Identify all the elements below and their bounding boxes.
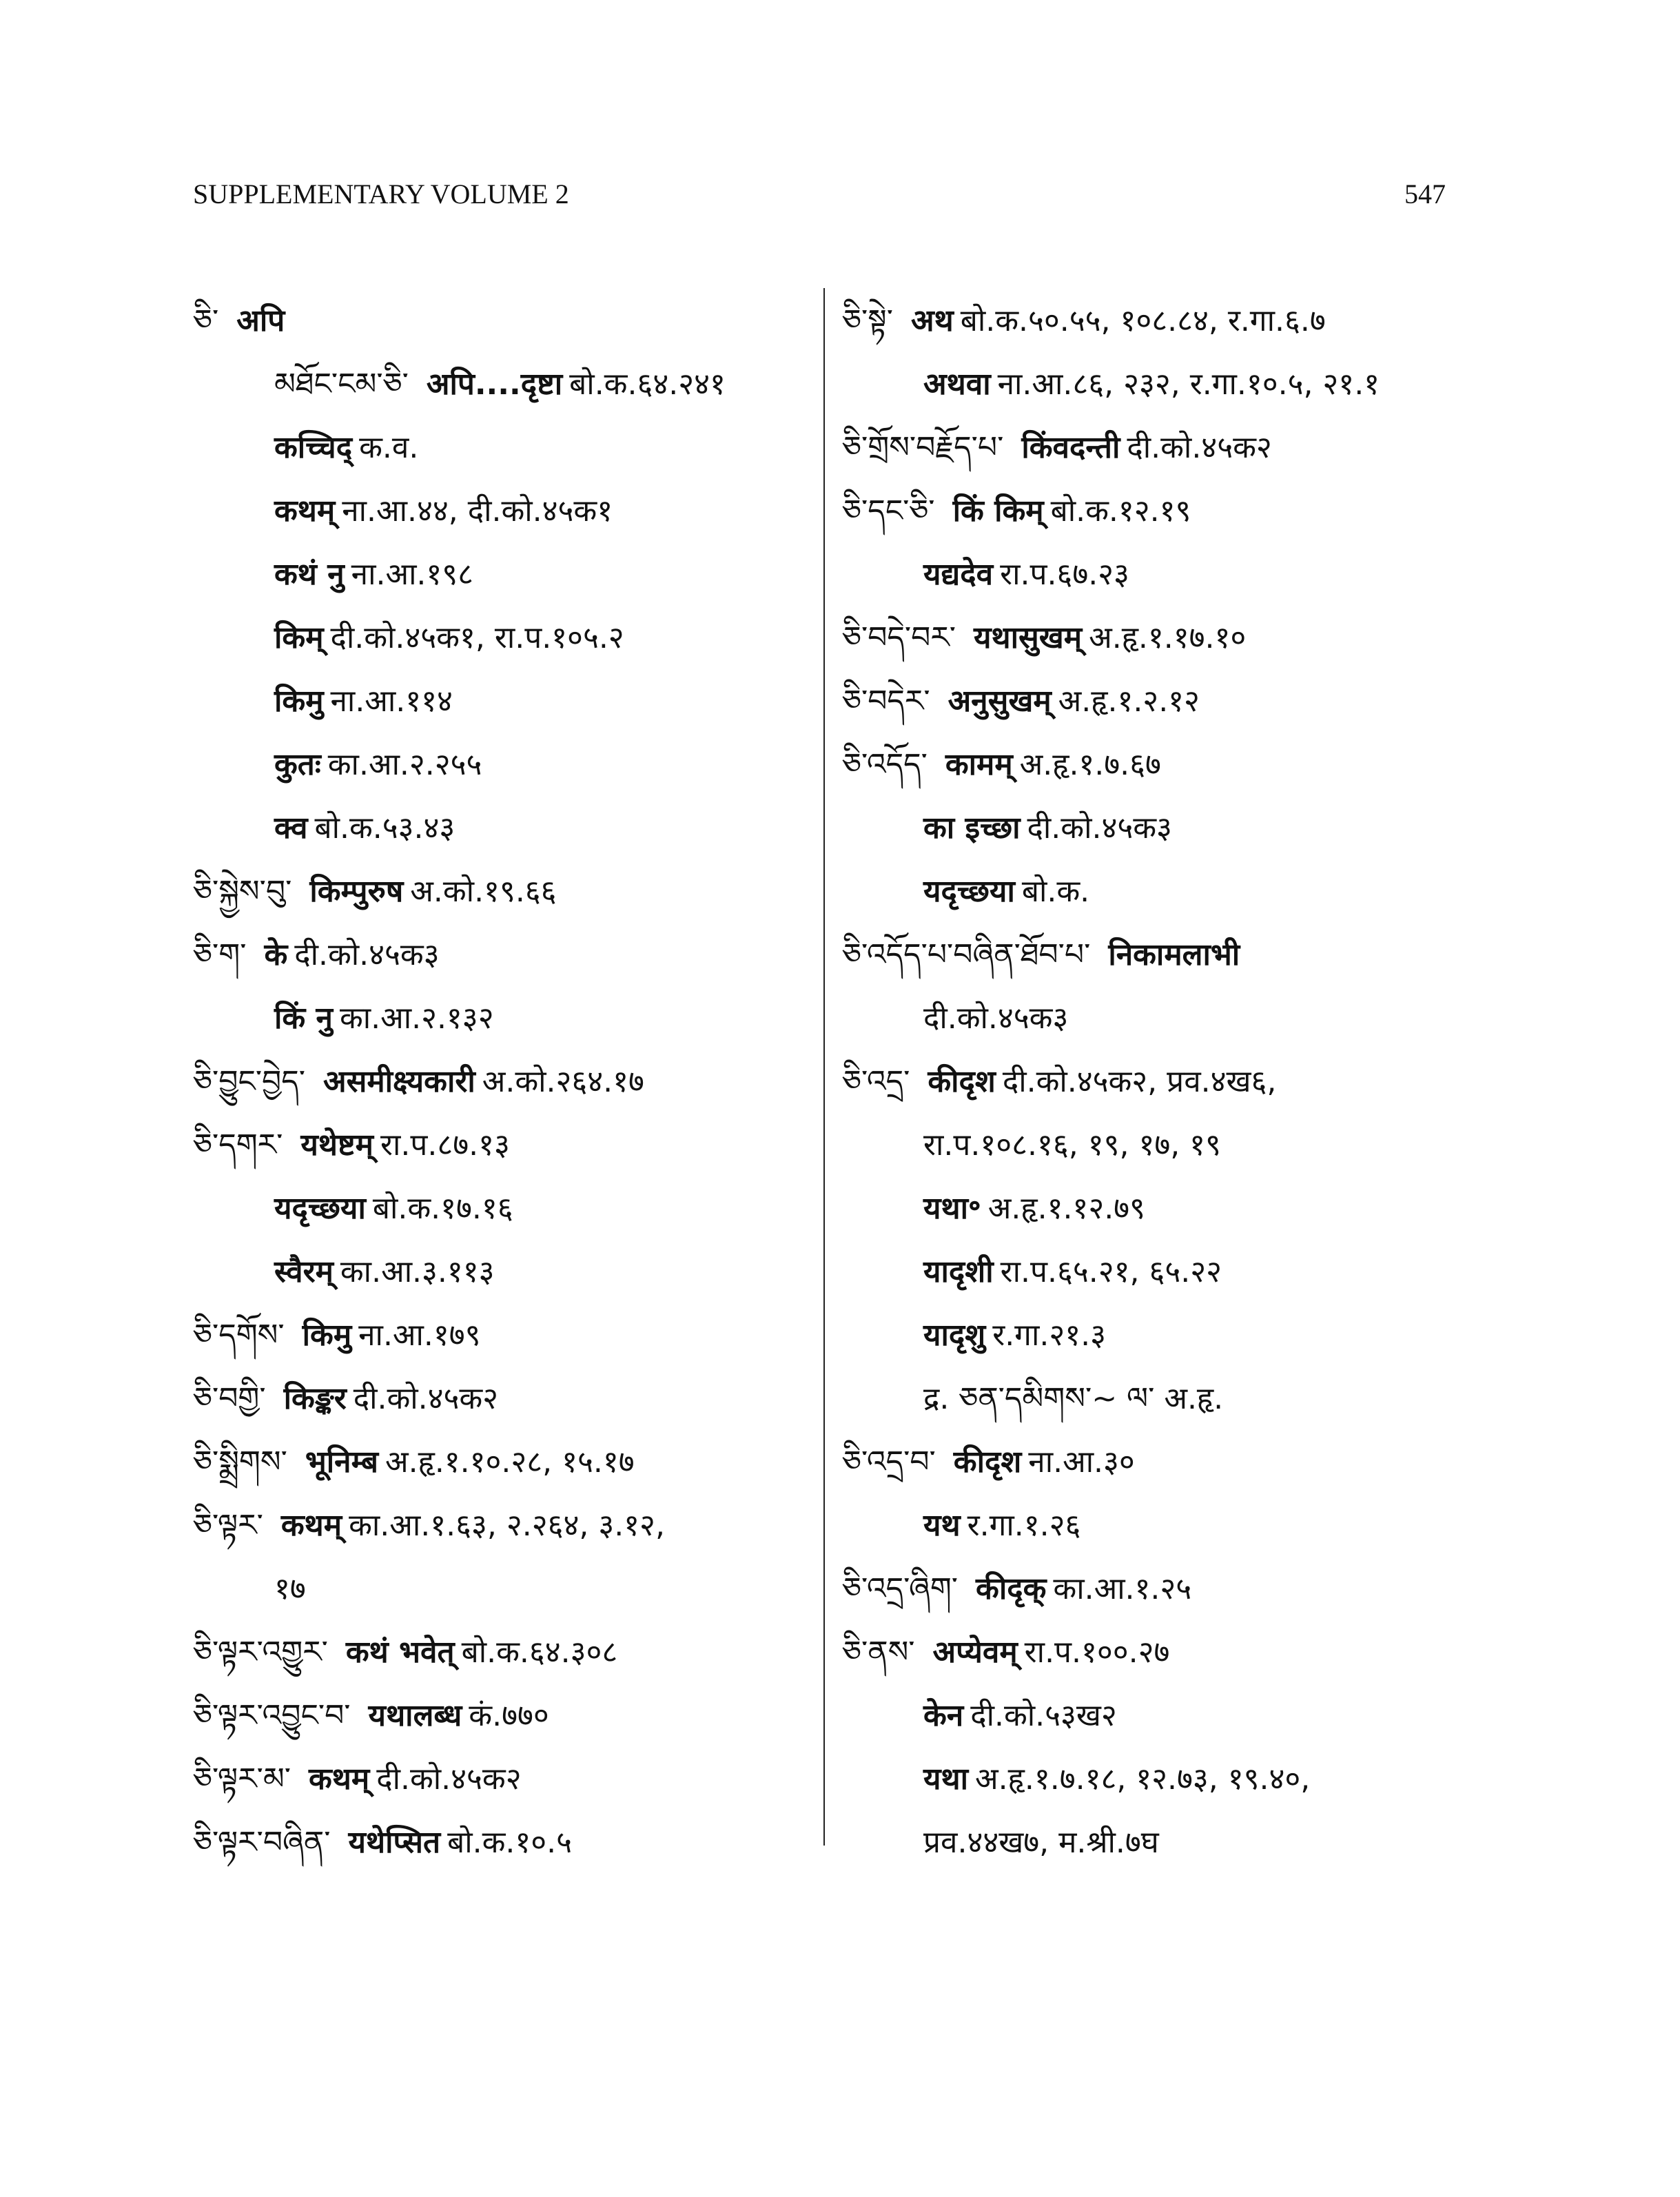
dictionary-subentry [842, 543, 1414, 606]
source-reference: दी.को.५३ख२ [970, 1698, 1117, 1733]
sanskrit-equivalent: कीदृक् [976, 1571, 1047, 1606]
source-reference: बो.क.१७.१६ [372, 1191, 513, 1226]
dictionary-entry [193, 1431, 765, 1494]
running-title: SUPPLEMENTARY VOLUME 2 [193, 178, 569, 210]
source-reference: बो.क.६४.३०८ [461, 1635, 618, 1670]
dictionary-subentry [193, 416, 765, 480]
sanskrit-equivalent: किंवदन्ती [1021, 430, 1120, 465]
dictionary-entry [842, 923, 1414, 987]
dictionary-subentry [842, 1304, 1414, 1367]
source-reference: अ.हृ.१.१०.२८, १५.१७ [385, 1444, 635, 1480]
sanskrit-equivalent: के [264, 937, 288, 972]
sanskrit-equivalent: कथम् [280, 1508, 342, 1543]
left-column [193, 289, 765, 1874]
sanskrit-equivalent: किं नु [274, 1001, 333, 1036]
dictionary-entry [193, 1621, 765, 1684]
sanskrit-equivalent: यथालब्ध [368, 1698, 462, 1733]
sanskrit-equivalent: यथा [923, 1761, 969, 1797]
tibetan-headword: ཅི་འདོད་པ་བཞིན་ཐོབ་པ་ [842, 937, 1091, 972]
sanskrit-equivalent: कथम् [274, 493, 336, 529]
sanskrit-equivalent: यद्यदेव [923, 557, 994, 592]
page-number: 547 [1404, 178, 1446, 210]
source-reference: द्र. ཅན་དམིགས་~ ལ་ अ.हृ. [923, 1381, 1224, 1416]
tibetan-headword: ཅི་སྟེ་ [842, 303, 893, 338]
dictionary-entry [193, 1494, 765, 1557]
source-reference: का.आ.२.१३२ [339, 1001, 494, 1036]
tibetan-headword: ཅི་ནས་ [842, 1635, 915, 1670]
right-column [842, 289, 1414, 1874]
tibetan-headword: ཅི་དགར་ [193, 1127, 283, 1163]
source-reference: बो.क.१२.१९ [1050, 493, 1191, 529]
tibetan-headword: ཅི་བགྱི་ [193, 1381, 266, 1416]
source-reference: अ.हृ.१.१७.१० [1089, 620, 1247, 655]
tibetan-headword: ཅི་དང་ཅི་ [842, 493, 935, 529]
tibetan-headword: ཅི་ལྟར་འབྱུང་བ་ [193, 1698, 351, 1733]
source-reference: दी.को.४५क२ [376, 1761, 522, 1797]
source-reference: रा.प.१०८.१६, १९, १७, १९ [923, 1127, 1221, 1163]
dictionary-subentry [842, 1748, 1414, 1811]
source-reference: प्रव.४४ख७, म.श्री.७घ [923, 1825, 1159, 1860]
source-reference: ना.आ.८६, २३२, र.गा.१०.५, २१.१ [997, 367, 1380, 402]
sanskrit-equivalent: किम् [274, 620, 324, 655]
dictionary-subentry [842, 797, 1414, 860]
sanskrit-equivalent: अपि [236, 303, 285, 338]
dictionary-entry [193, 1684, 765, 1748]
sanskrit-equivalent: अथवा [923, 367, 991, 402]
tibetan-headword: ཅི་སྐྱེས་བུ་ [193, 874, 292, 909]
source-reference: र.गा.२१.३ [992, 1318, 1106, 1353]
dictionary-entry [193, 289, 765, 353]
source-reference: ना.आ.१७९ [358, 1318, 481, 1353]
sanskrit-equivalent: यथेप्सित [348, 1825, 441, 1860]
dictionary-subentry [193, 480, 765, 543]
sanskrit-equivalent: यथेष्टम् [300, 1127, 373, 1163]
source-reference: दी.को.४५क१, रा.प.१०५.२ [330, 620, 624, 655]
sanskrit-equivalent: कथं भवेत् [345, 1635, 455, 1670]
tibetan-headword: ཅི་ལྟར་བཞིན་ [193, 1825, 331, 1860]
tibetan-headword: ཅི་བདེར་ [842, 684, 930, 719]
tibetan-headword: མཐོང་ངམ་ཅི་ [274, 367, 409, 402]
dictionary-subentry [842, 987, 1414, 1050]
source-reference: अ.को.२६४.१७ [482, 1064, 644, 1099]
source-reference: रा.प.८७.१३ [380, 1127, 510, 1163]
source-reference: दी.को.४५क३ [1027, 810, 1172, 846]
sanskrit-equivalent: कीदृश [928, 1064, 996, 1099]
dictionary-subentry [842, 1177, 1414, 1240]
sanskrit-equivalent: कथं नु [274, 557, 345, 592]
dictionary-subentry [193, 733, 765, 797]
sanskrit-equivalent: यादृशु [923, 1318, 986, 1353]
dictionary-subentry [842, 1684, 1414, 1748]
dictionary-entry [193, 1367, 765, 1431]
dictionary-entry [193, 1811, 765, 1874]
sanskrit-equivalent: यथ [923, 1508, 961, 1543]
dictionary-entry [193, 1304, 765, 1367]
dictionary-subentry [193, 543, 765, 606]
sanskrit-equivalent: कथम् [309, 1761, 370, 1797]
source-reference: कं.७७० [469, 1698, 549, 1733]
sanskrit-equivalent: किङ्कर [283, 1381, 347, 1416]
sanskrit-equivalent: असमीक्ष्यकारी [322, 1064, 475, 1099]
tibetan-headword: ཅི་དགོས་ [193, 1318, 285, 1353]
dictionary-subentry [842, 1240, 1414, 1304]
dictionary-entry [842, 480, 1414, 543]
dictionary-entry [842, 670, 1414, 733]
sanskrit-equivalent: अपि....दृष्टा [426, 367, 563, 402]
sanskrit-equivalent: निकामलाभी [1108, 937, 1240, 972]
dictionary-subentry [842, 353, 1414, 416]
tibetan-headword: ཅི་ལྟར་ [193, 1508, 263, 1543]
sanskrit-equivalent: स्वैरम् [274, 1254, 334, 1289]
tibetan-headword: ཅི་འདོད་ [842, 747, 928, 782]
dictionary-entry [193, 1114, 765, 1177]
source-reference: १७ [274, 1571, 306, 1606]
sanskrit-equivalent: का इच्छा [923, 810, 1021, 846]
dictionary-entry [842, 606, 1414, 670]
dictionary-subentry [193, 1240, 765, 1304]
tibetan-headword: ཅི་བྱུང་བྱེད་ [193, 1064, 305, 1099]
source-reference: का.आ.३.११३ [340, 1254, 495, 1289]
tibetan-headword: ཅི་སྨྲིགས་ [193, 1444, 287, 1480]
sanskrit-equivalent: क्व [274, 810, 308, 846]
sanskrit-equivalent: यादृशी [923, 1254, 994, 1289]
sanskrit-equivalent: भूनिम्ब [305, 1444, 379, 1480]
sanskrit-equivalent: अथ [910, 303, 954, 338]
source-reference: ना.आ.४४, दी.को.४५क१ [342, 493, 613, 529]
dictionary-entry [842, 1621, 1414, 1684]
dictionary-entry [193, 923, 765, 987]
source-reference: दी.को.४५क२, प्रव.४ख६, [1002, 1064, 1277, 1099]
sanskrit-equivalent: यदृच्छया [923, 874, 1015, 909]
dictionary-subentry [193, 1557, 765, 1621]
source-reference: का.आ.१.६३, २.२६४, ३.१२, [349, 1508, 665, 1543]
sanskrit-equivalent: कीदृश [953, 1444, 1022, 1480]
dictionary-entry [193, 1050, 765, 1114]
dictionary-subentry [842, 1494, 1414, 1557]
source-reference: अ.हृ.१.७.१८, १२.७३, १९.४०, [975, 1761, 1311, 1797]
dictionary-subentry [842, 1811, 1414, 1874]
tibetan-headword: ཅི་ལྟར་འགྱུར་ [193, 1635, 328, 1670]
source-reference: ना.आ.१९८ [351, 557, 474, 592]
source-reference: का.आ.१.२५ [1053, 1571, 1192, 1606]
source-reference: ना.आ.११४ [330, 684, 453, 719]
sanskrit-equivalent: यथासुखम् [974, 620, 1083, 655]
tibetan-headword: ཅི་འདྲ་ [842, 1064, 910, 1099]
source-reference: बो.क.६४.२४१ [569, 367, 726, 402]
sanskrit-equivalent: किमु [302, 1318, 352, 1353]
source-reference: अ.हृ.१.७.६७ [1019, 747, 1161, 782]
source-reference: ना.आ.३० [1028, 1444, 1135, 1480]
sanskrit-equivalent: यदृच्छया [274, 1191, 366, 1226]
dictionary-entry [842, 1557, 1414, 1621]
tibetan-headword: ཅི་འདྲ་བ་ [842, 1444, 936, 1480]
source-reference: रा.प.६७.२३ [1000, 557, 1129, 592]
sanskrit-equivalent: अप्येवम् [932, 1635, 1018, 1670]
source-reference: बो.क. [1021, 874, 1090, 909]
source-reference: क.व. [359, 430, 419, 465]
page-header [193, 178, 1446, 219]
sanskrit-equivalent: अनुसुखम् [947, 684, 1052, 719]
source-reference: बो.क.५३.४३ [314, 810, 455, 846]
sanskrit-equivalent: किम्पुरुष [309, 874, 404, 909]
sanskrit-equivalent: यथा॰ [923, 1191, 981, 1226]
dictionary-entry [193, 1748, 765, 1811]
dictionary-subentry [193, 606, 765, 670]
dictionary-subentry [842, 860, 1414, 923]
sanskrit-equivalent: केन [923, 1698, 964, 1733]
dictionary-subentry [193, 797, 765, 860]
source-reference: बो.क.५०.५५, १०८.८४, र.गा.६.७ [960, 303, 1326, 338]
dictionary-subentry [193, 987, 765, 1050]
sanskrit-equivalent: किं किम् [952, 493, 1044, 529]
dictionary-entry [193, 860, 765, 923]
source-reference: अ.को.१९.६६ [410, 874, 557, 909]
source-reference: रा.प.१००.२७ [1024, 1635, 1170, 1670]
tibetan-headword: ཅི་ལྟར་མ་ [193, 1761, 291, 1797]
source-reference: बो.क.१०.५ [447, 1825, 573, 1860]
source-reference: दी.को.४५क२ [353, 1381, 499, 1416]
source-reference: दी.को.४५क३ [294, 937, 440, 972]
column-divider [823, 288, 825, 1846]
source-reference: अ.हृ.१.२.१२ [1058, 684, 1200, 719]
dictionary-entry [842, 1431, 1414, 1494]
source-reference: र.गा.१.२६ [967, 1508, 1081, 1543]
dictionary-subentry [193, 1177, 765, 1240]
source-reference: अ.हृ.१.१२.७९ [987, 1191, 1145, 1226]
tibetan-headword: ཅི་ [193, 303, 219, 338]
sanskrit-equivalent: कच्चिद् [274, 430, 353, 465]
dictionary-entry [842, 289, 1414, 353]
dictionary-subentry [842, 1114, 1414, 1177]
source-reference: दी.को.४५क३ [923, 1001, 1069, 1036]
dictionary-subentry [193, 670, 765, 733]
sanskrit-equivalent: कुतः [274, 747, 321, 782]
sanskrit-equivalent: किमु [274, 684, 324, 719]
dictionary-subentry [193, 353, 765, 416]
tibetan-headword: ཅི་བདེ་བར་ [842, 620, 956, 655]
dictionary-entry [842, 733, 1414, 797]
source-reference: दी.को.४५क२ [1127, 430, 1272, 465]
dictionary-entry [842, 416, 1414, 480]
tibetan-headword: ཅི་ག་ [193, 937, 247, 972]
dictionary-subentry [842, 1367, 1414, 1431]
source-reference: रा.प.६५.२१, ६५.२२ [1000, 1254, 1222, 1289]
dictionary-entry [842, 1050, 1414, 1114]
tibetan-headword: ཅི་འདྲ་ཞིག་ [842, 1571, 959, 1606]
tibetan-headword: ཅི་གྲོས་བརྗོད་པ་ [842, 430, 1004, 465]
sanskrit-equivalent: कामम् [945, 747, 1013, 782]
source-reference: का.आ.२.२५५ [327, 747, 482, 782]
